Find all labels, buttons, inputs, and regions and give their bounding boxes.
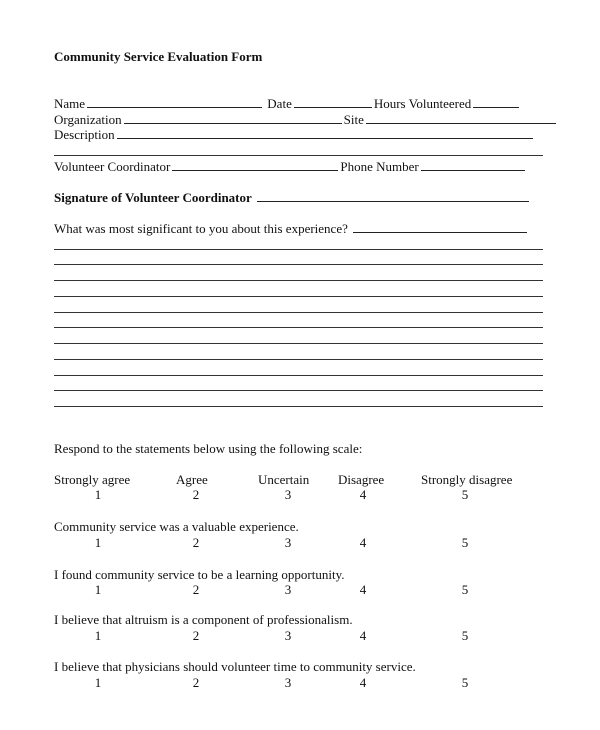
signature-field[interactable]	[257, 190, 529, 202]
scale-intro: Respond to the statements below using the following scale:	[54, 441, 363, 456]
rating-option-4[interactable]: 4	[359, 628, 367, 643]
phone-field[interactable]	[421, 159, 525, 171]
phone-label: Phone Number	[340, 159, 419, 174]
hours-label: Hours Volunteered	[373, 96, 472, 111]
rating-option-5[interactable]: 5	[461, 535, 469, 550]
scale-label-disagree: Disagree	[338, 472, 385, 487]
rating-option-1[interactable]: 1	[94, 582, 102, 597]
name-label: Name	[54, 96, 86, 111]
organization-row	[54, 112, 558, 127]
statement-4: I believe that physicians should volunteer time to community service.	[54, 659, 416, 674]
site-label: Site	[343, 112, 364, 127]
rating-option-2[interactable]: 2	[192, 582, 200, 597]
rating-option-4[interactable]: 4	[359, 535, 367, 550]
rating-option-5[interactable]: 5	[461, 675, 469, 690]
coordinator-field[interactable]	[172, 159, 338, 171]
answer-line[interactable]	[54, 375, 543, 376]
name-field[interactable]	[87, 96, 262, 108]
answer-line[interactable]	[54, 390, 543, 391]
date-label: Date	[267, 96, 292, 111]
rating-option-4[interactable]: 4	[359, 582, 367, 597]
rating-option-2[interactable]: 2	[192, 628, 200, 643]
answer-line[interactable]	[54, 312, 543, 313]
scale-label-strongly-agree: Strongly agree	[54, 472, 131, 487]
answer-line[interactable]	[54, 264, 543, 265]
answer-line[interactable]	[54, 343, 543, 344]
rating-option-1[interactable]: 1	[94, 628, 102, 643]
statement-3: I believe that altruism is a component of professionalism.	[54, 612, 353, 627]
description-field[interactable]	[117, 127, 533, 139]
answer-line[interactable]	[54, 296, 543, 297]
description-row	[54, 127, 535, 142]
statement-1: Community service was a valuable experience.	[54, 519, 299, 534]
scale-number: 2	[192, 487, 200, 502]
name-row	[54, 96, 521, 111]
description-line-2[interactable]	[54, 155, 543, 156]
signature-label: Signature of Volunteer Coordinator	[54, 190, 252, 205]
rating-option-1[interactable]: 1	[94, 535, 102, 550]
date-field[interactable]	[294, 96, 372, 108]
rating-option-3[interactable]: 3	[284, 628, 292, 643]
answer-line[interactable]	[54, 280, 543, 281]
answer-line[interactable]	[54, 327, 543, 328]
question-label: What was most significant to you about this experience?	[54, 221, 348, 236]
coordinator-row	[54, 159, 527, 174]
rating-option-4[interactable]: 4	[359, 675, 367, 690]
statement-2: I found community service to be a learning opportunity.	[54, 567, 345, 582]
scale-number: 3	[284, 487, 292, 502]
rating-option-2[interactable]: 2	[192, 535, 200, 550]
scale-number: 4	[359, 487, 367, 502]
rating-option-5[interactable]: 5	[461, 582, 469, 597]
description-label: Description	[54, 127, 115, 142]
rating-option-2[interactable]: 2	[192, 675, 200, 690]
coordinator-label: Volunteer Coordinator	[54, 159, 171, 174]
answer-line[interactable]	[54, 359, 543, 360]
signature-row	[54, 190, 531, 205]
hours-field[interactable]	[473, 96, 519, 108]
scale-number: 5	[461, 487, 469, 502]
scale-label-strongly-disagree: Strongly disagree	[421, 472, 513, 487]
rating-option-3[interactable]: 3	[284, 582, 292, 597]
rating-option-3[interactable]: 3	[284, 535, 292, 550]
rating-option-1[interactable]: 1	[94, 675, 102, 690]
scale-label-agree: Agree	[176, 472, 208, 487]
rating-option-5[interactable]: 5	[461, 628, 469, 643]
answer-line[interactable]	[54, 249, 543, 250]
question-row	[54, 221, 529, 236]
scale-label-uncertain: Uncertain	[258, 472, 310, 487]
organization-label: Organization	[54, 112, 122, 127]
site-field[interactable]	[366, 112, 556, 124]
scale-number: 1	[94, 487, 102, 502]
answer-line[interactable]	[54, 406, 543, 407]
rating-option-3[interactable]: 3	[284, 675, 292, 690]
form-title: Community Service Evaluation Form	[54, 49, 263, 64]
organization-field[interactable]	[124, 112, 342, 124]
question-answer-field[interactable]	[353, 221, 527, 233]
